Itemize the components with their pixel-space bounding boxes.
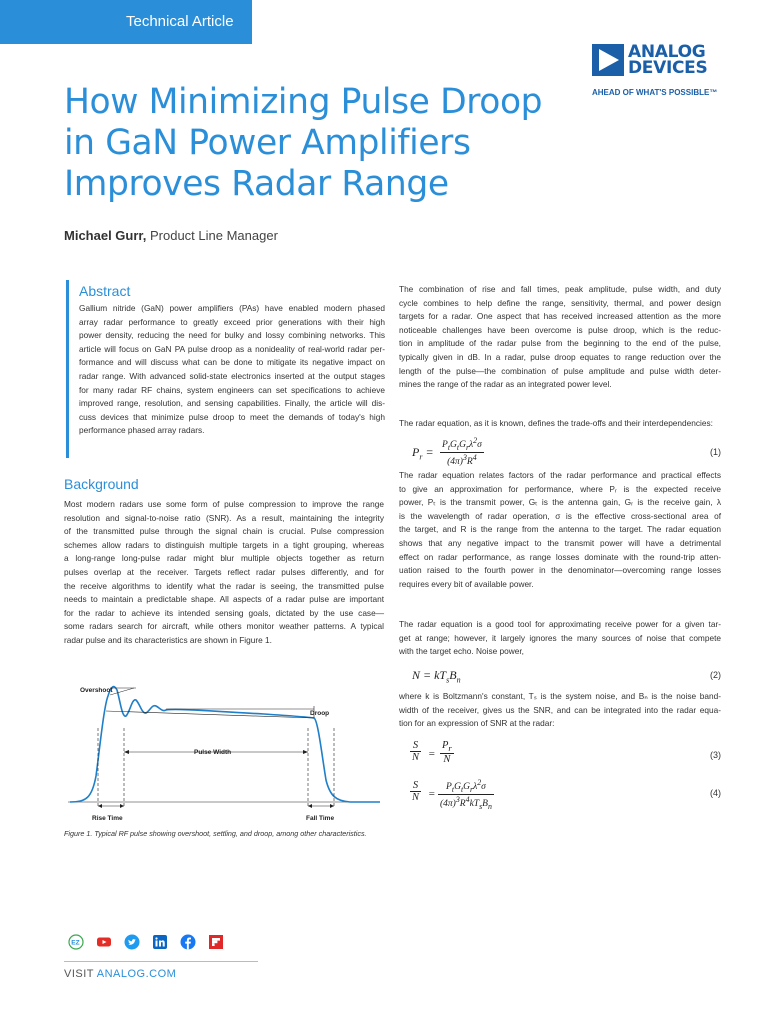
text-line: width of the receiver, gives us the SNR, and can be integrated into the radar equa-: [399, 704, 721, 715]
text-line: The combination of rise and fall times, peak amplitude, pulse width, and duty: [399, 284, 721, 294]
text-line: for the radar to achieve its intended sensing goals, dictated by the use case—: [64, 607, 384, 618]
text-line: get at range; however, it largely ignores the many sources of noise that compete: [399, 632, 721, 643]
text-line: improved range, resolution, and sensing capabilities. Finally, the article will dis-: [79, 398, 385, 409]
text-line: tion in amplitude of the radar pulse from the beginning to the end of the pulse,: [399, 338, 721, 349]
social-links: [68, 932, 224, 952]
text-line: schemes allow radars to distinguish multiple targets in a tight grouping, whereas: [64, 539, 384, 550]
author-name: Michael Gurr,: [64, 228, 147, 243]
svg-text:EZ: EZ: [71, 939, 80, 947]
overshoot-leader: [110, 688, 134, 695]
abstract-accent-bar: [66, 280, 69, 458]
text-line: a long-range long-pulse radar might blur multiple objects together as return: [64, 553, 384, 564]
droop-label: Droop: [310, 710, 330, 717]
text-line: The radar equation is a good tool for approximating receive power for a given tar-: [399, 619, 721, 629]
text-line: of the transmitted pulse through the signal chain is crucial. Pulse compression: [64, 526, 384, 537]
text-line: to give an approximation for performance, where Pᵣ is the expected receive: [399, 483, 721, 494]
figure-caption: Figure 1. Typical RF pulse showing overshoot, settling, and droop, among other characteristics.: [64, 829, 367, 838]
fall-time-label: Fall Time: [306, 815, 335, 822]
arrowhead-rise-right: [120, 804, 124, 808]
equation-number: (4): [710, 788, 721, 798]
text-line: power, Pₜ is the transmit power, Gₜ is the antenna gain, Gᵣ is the receive gain, λ: [399, 497, 721, 508]
right-paragraph-5: [399, 690, 721, 731]
right-paragraph-4: [399, 618, 721, 659]
rise-time-label: Rise Time: [92, 815, 123, 822]
author-role: Product Line Manager: [146, 228, 278, 243]
linkedin-icon[interactable]: [152, 934, 168, 950]
right-paragraph-3: [399, 469, 721, 591]
facebook-icon[interactable]: [180, 934, 196, 950]
arrowhead-right: [303, 750, 308, 754]
abstract-heading: Abstract: [79, 283, 131, 299]
equation-1: $P_r$ = $P_tG_tG_r\lambda^2\sigma$ $(4\pi)^3R^4$ (1): [412, 436, 721, 468]
pulse-width-label: Pulse Width: [194, 749, 232, 756]
logo-line-1: ANALOG: [628, 42, 706, 62]
text-line: effect on radar performance, as range losses dominate with the round-trip atten-: [399, 551, 721, 562]
text-line: The radar equation, as it is known, defines the trade-offs and their interdependencies:: [399, 418, 713, 428]
text-line: requires every bit of available power.: [399, 578, 534, 589]
text-line: length of the pulse—the combination of pulse amplitude and pulse width deter-: [399, 365, 721, 376]
pulse-figure: [64, 676, 384, 826]
text-line: Gallium nitride (GaN) power amplifiers (PAs) have enabled modern phased: [79, 303, 385, 313]
visit-link[interactable]: [64, 968, 176, 980]
text-line: pulses overlap at the receiver. Targets reflect radar pulses differently, and for: [64, 566, 384, 577]
text-line: resolution and signal-to-noise ratio (SNR). As a result, maintaining the integrity: [64, 512, 384, 523]
text-line: shows that any negative impact to the transmit power will have a detrimental: [399, 537, 721, 548]
equation-4: $\frac{S}{N}$ = $P_tG_tG_r\lambda^2\sigma$ $(4\pi)^3R^4kT_sB_n$ (4): [412, 778, 721, 812]
text-line: noticeable challenges have been overcome is pulse droop, which is the reduc-: [399, 324, 721, 335]
equation-number: (3): [710, 750, 721, 760]
technical-article-tag: Technical Article: [0, 0, 252, 44]
title-line: Improves Radar Range: [64, 164, 449, 204]
text-line: power density, reducing the need for bulky and lossy combining networks. This: [79, 330, 385, 341]
author-line: [64, 228, 278, 243]
text-line: is the wavelength of radar operation, σ is the effective cross-sectional area of: [399, 510, 721, 521]
title-line: How Minimizing Pulse Droop: [64, 82, 543, 122]
text-line: article will focus on GaN PA pulse droop as a nonideality of real-world radar per-: [79, 343, 385, 354]
overshoot-label: Overshoot: [80, 687, 113, 694]
text-line: uation raised to the fourth power in the denominator—overcoming range losses: [399, 565, 721, 576]
logo-triangle-icon: [592, 44, 624, 76]
twitter-icon[interactable]: [124, 934, 140, 950]
title-line: in GaN Power Amplifiers: [64, 123, 471, 163]
pulse-waveform: [70, 687, 380, 802]
article-title: [64, 82, 584, 205]
text-line: formance and will discuss what can be done to mitigate its negative impact on: [79, 357, 385, 368]
text-line: mines the range of the radar as an integrated power level.: [399, 379, 612, 390]
text-line: typically given in dB. In a radar, pulse droop equates to range reduction over the: [399, 351, 721, 362]
youtube-icon[interactable]: [96, 934, 112, 950]
text-line: targets for a radar. One aspect that has received increased attention as the more: [399, 311, 721, 322]
text-line: cuss devices that minimize pulse droop to meet the demands of today's high: [79, 411, 385, 422]
analog-devices-logo[interactable]: [592, 44, 752, 104]
logo-line-2: DEVICES: [628, 58, 708, 78]
text-line: Most modern radars use some form of pulse compression to improve the range: [64, 499, 384, 509]
text-line: where k is Boltzmann's constant, Tₛ is the system noise, and Bₙ is the noise band-: [399, 691, 721, 701]
text-line: array radar performance to greatly exceed prior generations with their high: [79, 316, 385, 327]
text-line: the target, and R is the range from the antenna to the target. The radar equation: [399, 524, 721, 535]
text-line: radar range. With advanced solid-state electronics inserted at the output stages: [79, 370, 385, 381]
text-line: cycle combines to help define the range, sensitivity, thermal, and power design: [399, 297, 721, 308]
right-paragraph-2: [399, 417, 721, 431]
text-line: the receive algorithms to identify what the radar is seeing, the transmitted pulse: [64, 580, 384, 591]
logo-tagline: AHEAD OF WHAT'S POSSIBLE™: [592, 88, 718, 97]
equation-number: (1): [710, 447, 721, 457]
footer-divider: [64, 961, 258, 962]
arrowhead-left: [124, 750, 129, 754]
equation-2: $N = kT_sB_n$ (2): [412, 668, 721, 685]
text-line: needs to maintain a predictable shape. All aspects of a radar pulse are important: [64, 594, 384, 605]
right-paragraph-1: [399, 283, 721, 392]
text-line: for many radar RF chains, system engineers can set specifications to achieve: [79, 384, 385, 395]
ez-icon[interactable]: [68, 934, 84, 950]
arrowhead-fall-right: [330, 804, 334, 808]
abstract-paragraph: [79, 302, 385, 438]
text-line: with the target echo. Noise power,: [399, 646, 524, 657]
text-line: radar pulse and its characteristics are shown in Figure 1.: [64, 634, 272, 645]
background-heading: Background: [64, 476, 139, 492]
text-line: The radar equation relates factors of the radar performance and practical effects: [399, 470, 721, 480]
text-line: tion for an expression of SNR at the radar:: [399, 718, 555, 729]
text-line: some radars search for aircraft, while others monitor weather patterns. A typical: [64, 621, 384, 632]
text-line: performance phased array radars.: [79, 425, 205, 436]
arrowhead-rise-left: [98, 804, 102, 808]
equation-3: $\frac{S}{N}$ = $\frac{P_r}{N}$ (3): [412, 740, 721, 766]
visit-prefix: VISIT: [64, 968, 97, 980]
flipboard-icon[interactable]: [208, 934, 224, 950]
equation-number: (2): [710, 670, 721, 680]
arrowhead-fall-left: [308, 804, 312, 808]
background-paragraph: [64, 498, 384, 648]
visit-url[interactable]: ANALOG.COM: [96, 968, 177, 980]
